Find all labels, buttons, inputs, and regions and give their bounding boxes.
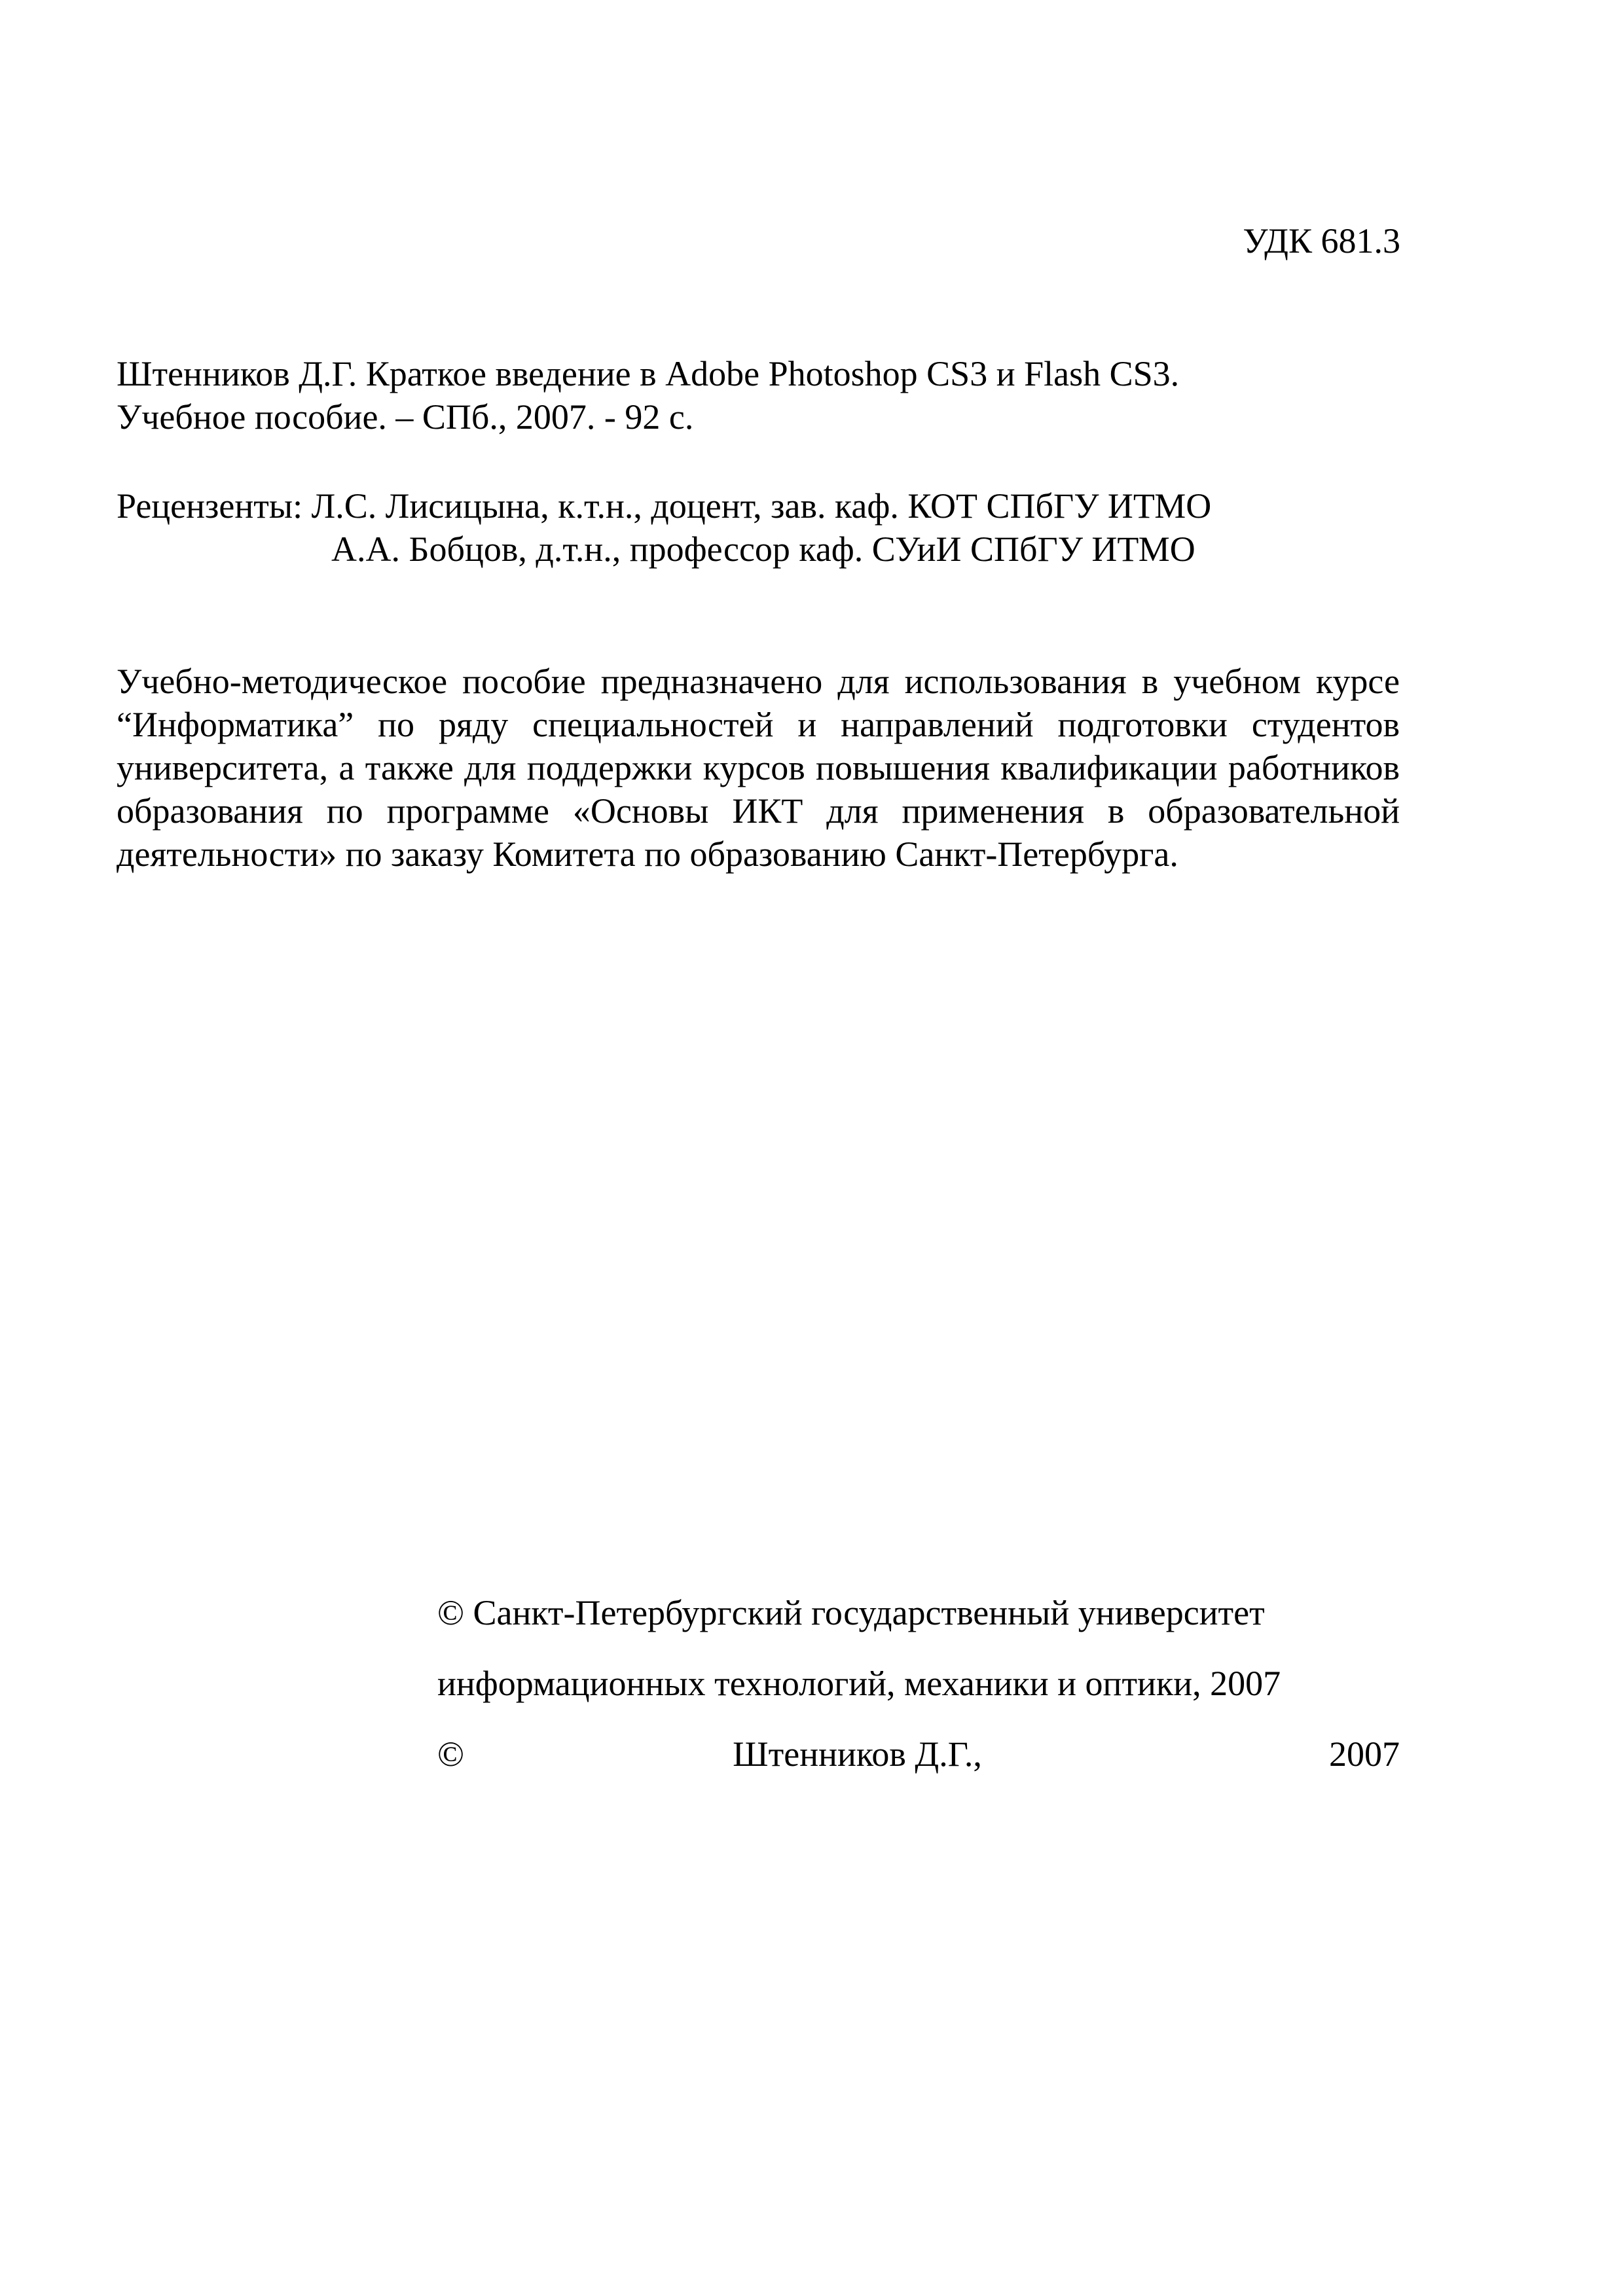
copyright-line-1: © Санкт-Петербургский государственный университет <box>437 1593 1265 1632</box>
copyright-line-2: информационных технологий, механики и оптики, 2007 <box>437 1664 1281 1703</box>
bibliographic-reference <box>117 352 1393 439</box>
copyright-symbol: © <box>437 1734 465 1774</box>
copyright-author-row <box>437 1719 1400 1789</box>
bibliography-line-1: Штенников Д.Г. Краткое введение в Adobe Photoshop CS3 и Flash CS3. <box>117 354 1180 393</box>
reviewer-second: А.А. Бобцов, д.т.н., профессор каф. СУиИ СПбГУ ИТМО <box>331 529 1195 569</box>
udk-code: УДК 681.3 <box>1243 221 1400 260</box>
bibliography-line-2: Учебное пособие. – СПб., 2007. - 92 с. <box>117 397 694 437</box>
reviewers-label: Рецензенты: <box>117 486 303 526</box>
abstract-paragraph: Учебно-методическое пособие предназначено для использования в учебном курсе “Информатика” по ряду специальностей и направлений подготовки студентов университета, а также для поддержки курсов повышения квалификации работников образования по программе «Основы ИКТ для применения в образовательной деятельности» по заказу Комитета по образованию Санкт-Петербурга. <box>117 662 1400 874</box>
copyright-block <box>437 1577 1400 1789</box>
reviewer-first-line <box>117 484 1413 528</box>
copyright-year: 2007 <box>1328 1734 1400 1774</box>
reviewers-block <box>117 484 1413 571</box>
reviewer-first: Л.С. Лисицына, к.т.н., доцент, зав. каф. КОТ СПбГУ ИТМО <box>311 486 1212 526</box>
copyright-author: Штенников Д.Г., <box>733 1734 982 1774</box>
